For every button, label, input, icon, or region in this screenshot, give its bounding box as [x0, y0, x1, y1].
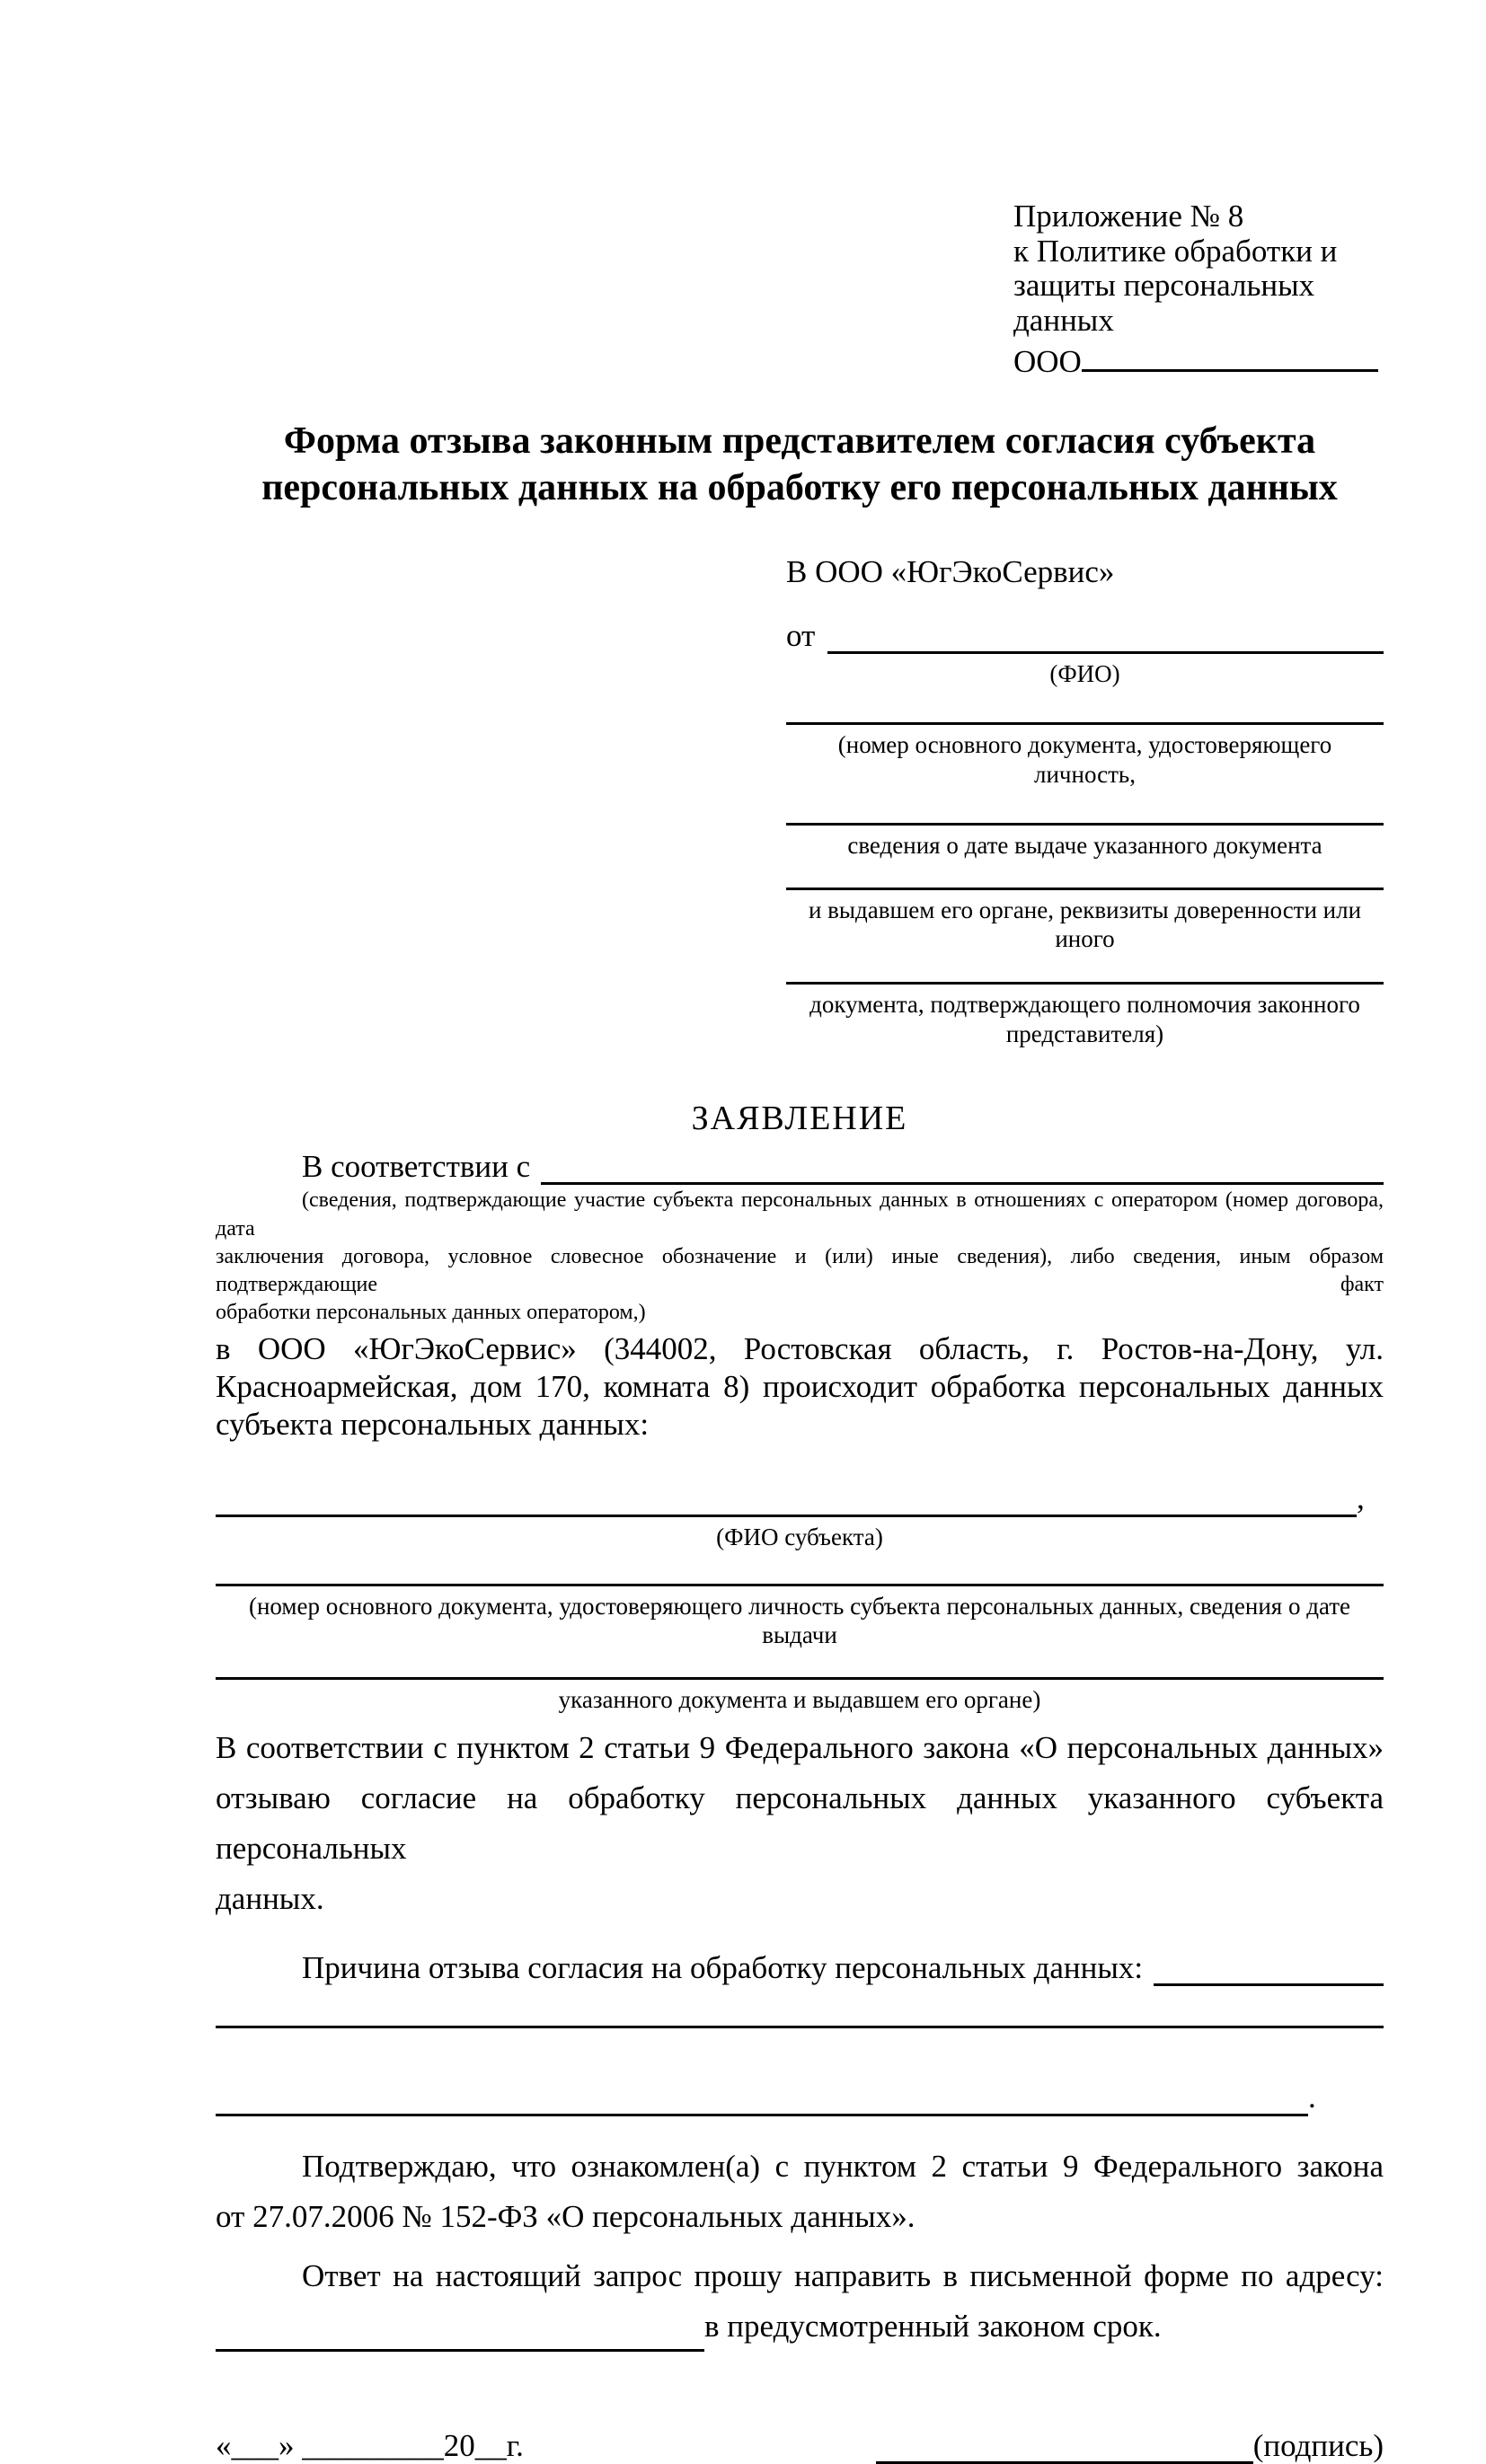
evidence-line: заключения договора, условное словесное обозначение и (или) иные сведения), либо сведения, иным образом подтверждающие факт [216, 1244, 1384, 1296]
signature-caption: (подпись) [1252, 2427, 1384, 2463]
accordance-blank-line [541, 1150, 1384, 1186]
from-row [786, 617, 1384, 654]
reason-blank-line-2 [216, 2082, 1308, 2116]
response-address-row [216, 2301, 1384, 2352]
statement-heading: ЗАЯВЛЕНИЕ [691, 1100, 908, 1138]
confirm-line: Подтверждаю, что ознакомлен(а) с пунктом 2 статьи 9 Федерального закона [302, 2148, 1384, 2184]
appendix-line: Приложение № 8 [1013, 199, 1244, 234]
subject-fio-caption: (ФИО субъекта) [716, 1523, 883, 1550]
appendix-block [1013, 199, 1384, 380]
doc-line-group [786, 823, 1384, 860]
response-line: Ответ на настоящий запрос прошу направить в письменной форме по адресу: [302, 2257, 1384, 2293]
doc-caption-3: и выдавшем его органе, реквизиты доверенности или иного [808, 896, 1362, 953]
page-title: Форма отзыва законным представителем согласия субъекта персональных данных на обработку его персональных данных [261, 419, 1338, 508]
doc-blank-line-4 [786, 982, 1384, 985]
from-blank-line [827, 618, 1384, 654]
response-blank-line [216, 2318, 704, 2352]
appendix-line: к Политике обработки и [1013, 233, 1338, 269]
signature-block [876, 2427, 1384, 2464]
operator-line: Красноармейская, дом 170, комната 8) происходит обработка персональных данных [216, 1369, 1384, 1405]
accordance-label: В соответствии с [302, 1149, 531, 1185]
reason-label: Причина отзыва согласия на обработку персональных данных: [302, 1950, 1144, 1986]
reason-period: . [1308, 2080, 1316, 2115]
subject-doc-caption-1: (номер основного документа, удостоверяющего личность субъекта персональных данных, сведения о дате выдачи [248, 1592, 1351, 1649]
doc-caption-4: документа, подтверждающего полномочия законного представителя) [809, 991, 1360, 1047]
doc-caption-1: (номер основного документа, удостоверяющего личность, [837, 731, 1332, 788]
footer [216, 2427, 1384, 2464]
ooo-label: ООО [1013, 344, 1082, 379]
operator-line: в ООО «ЮгЭкоСервис» (344002, Ростовская область, г. Ростов-на-Дону, ул. [216, 1331, 1384, 1367]
withdrawal-paragraph [216, 1723, 1384, 1924]
evidence-line: (сведения, подтверждающие участие субъекта персональных данных в отношениях с оператором (номер договора, дата [216, 1188, 1384, 1241]
appendix-ooo-line [1013, 338, 1384, 380]
date-line: «___» _________20__г. [216, 2427, 524, 2463]
subject-doc-blank-line-2 [216, 1677, 1384, 1680]
reason-last-line-row [216, 2079, 1384, 2115]
doc-line-group [786, 722, 1384, 789]
accordance-row [216, 1148, 1384, 1185]
to-organization: В ООО «ЮгЭкоСервис» [786, 553, 1115, 589]
subject-doc-caption-2: указанного документа и выдавшем его органе) [558, 1685, 1041, 1713]
evidence-line: обработки персональных данных оператором,) [216, 1301, 646, 1325]
withdrawal-line: В соответствии с пунктом 2 статьи 9 Федерального закона «О персональных данных» [216, 1730, 1384, 1766]
doc-blank-line-2 [786, 823, 1384, 826]
operator-paragraph [216, 1330, 1384, 1444]
ooo-blank-line [1082, 338, 1378, 372]
operator-line: субъекта персональных данных: [216, 1407, 650, 1443]
confirm-paragraph [216, 2142, 1384, 2242]
reason-row [216, 1949, 1384, 1986]
withdrawal-line: данных. [216, 1881, 324, 1917]
subject-fio-row [216, 1479, 1384, 1516]
fio-caption: (ФИО) [1049, 660, 1120, 688]
from-label: от [786, 617, 816, 653]
subject-doc-blank-line-1 [216, 1584, 1384, 1586]
reason-blank-line-0 [1154, 1951, 1384, 1987]
doc-blank-line-1 [786, 722, 1384, 725]
appendix-line: защиты персональных данных [1013, 268, 1315, 338]
subject-doc-group [216, 1584, 1384, 1650]
addressee-block [786, 553, 1384, 1049]
doc-line-group [786, 982, 1384, 1048]
response-suffix: в предусмотренный законом срок. [704, 2308, 1162, 2344]
evidence-caption [216, 1187, 1384, 1327]
withdrawal-line: отзываю согласие на обработку персональных данных указанного субъекта персональных [216, 1780, 1384, 1867]
doc-caption-2: сведения о дате выдаче указанного документа [847, 832, 1322, 860]
signature-blank-line [876, 2430, 1253, 2464]
doc-blank-line-3 [786, 888, 1384, 890]
subject-fio-comma: , [1357, 1480, 1365, 1516]
subject-fio-blank-line [216, 1481, 1357, 1517]
reason-blank-line-1 [216, 2026, 1384, 2028]
subject-doc-group [216, 1677, 1384, 1714]
response-paragraph [216, 2251, 1384, 2352]
confirm-line: от 27.07.2006 № 152-ФЗ «О персональных данных». [216, 2198, 915, 2234]
doc-line-group [786, 888, 1384, 954]
